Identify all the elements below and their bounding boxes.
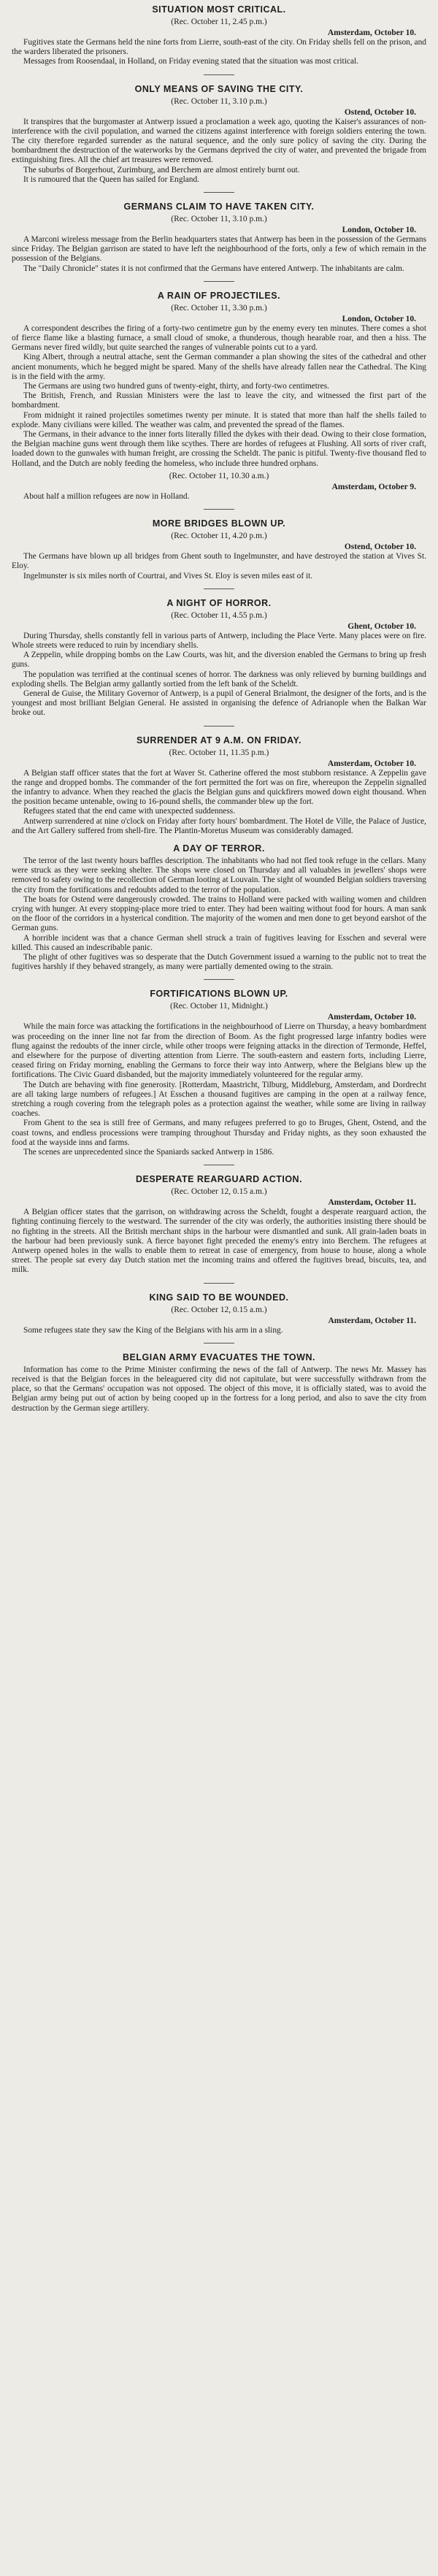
- article-headline: ONLY MEANS OF SAVING THE CITY.: [134, 83, 304, 94]
- article-paragraph: The terror of the last twenty hours baffles description. The inhabitants who had not fled took refuge in the cellars. Many were struck as they were seeking shelter. The shops were closed on Thursday and all valuables in jewellers' shops were removed to safety owing to the recollection of German looting at Louvain. The sight of wounded Belgian soldiers traversing the city from the fortifications and redoubts added to the terror of the population.: [12, 856, 426, 894]
- article-headline: FORTIFICATIONS BLOWN UP.: [150, 989, 288, 1000]
- article-fortifications: [12, 987, 426, 1157]
- article-received-date: (Rec. October 12, 0.15 a.m.): [171, 1305, 267, 1314]
- article-night-of-horror: [12, 597, 426, 718]
- article-received-date: (Rec. October 11, 2.45 p.m.): [171, 18, 267, 26]
- article-headline: DESPERATE REARGUARD ACTION.: [135, 1174, 303, 1185]
- article-paragraph: About half a million refugees are now in Holland.: [23, 491, 190, 501]
- article-headline: BELGIAN ARMY EVACUATES THE TOWN.: [123, 1352, 315, 1362]
- divider-rule: [204, 509, 234, 510]
- article-saving-city: [12, 83, 426, 185]
- article-dateline: Ostend, October 10.: [344, 543, 416, 552]
- article-received-date: (Rec. October 11, 11.35 p.m.): [169, 748, 269, 757]
- article-headline: SITUATION MOST CRITICAL.: [152, 4, 286, 15]
- article-dateline: Amsterdam, October 11.: [328, 1316, 416, 1325]
- article-paragraph: The British, French, and Russian Ministers were the last to leave the city, and witnessed the first part of the bombardment.: [12, 391, 426, 410]
- article-king-wounded: [12, 1291, 426, 1335]
- article-paragraph: From midnight it rained projectiles sometimes twenty per minute. It is stated that more than half the shells failed to explode. Many civilians were killed. The weather was calm, and prevented the spread of the flames.: [12, 410, 426, 429]
- article-paragraph: The Germans are using two hundred guns of twenty-eight, thirty, and forty-two centimetres.: [23, 382, 330, 391]
- article-paragraph: Some refugees state they saw the King of the Belgians with his arm in a sling.: [23, 1325, 283, 1335]
- article-paragraph: A horrible incident was that a chance German shell struck a train of fugitives leaving for Esschen and several were killed. This caused an indescribable panic.: [12, 933, 426, 952]
- article-dateline: London, October 10.: [342, 314, 416, 323]
- article-received-date: (Rec. October 12, 0.15 a.m.): [171, 1187, 267, 1197]
- article-paragraph: Information has come to the Prime Minister confirming the news of the fall of Antwerp. The news Mr. Massey has received is that the Belgian forces in the beleaguered city did not capitulate, but were successfully withdrawn from the place, so that the Germans' occupation was not opposed. The object of this move, it is officially stated, was to avoid the Belgian army being put out of action by being cooped up in the fortress for a long period, and also to save the city from destruction by the German siege artillery.: [12, 1365, 426, 1413]
- article-received-date: (Rec. October 11, 10.30 a.m.): [169, 471, 269, 480]
- article-rearguard-action: [12, 1173, 426, 1275]
- article-headline: MORE BRIDGES BLOWN UP.: [152, 518, 286, 529]
- article-paragraph: The suburbs of Borgerhout, Zurimburg, and Berchem are almost entirely burnt out.: [23, 165, 300, 175]
- article-paragraph: Fugitives state the Germans held the nine forts from Lierre, south-east of the city. On Friday shells fell on the prison, and the warders liberated the prisoners.: [12, 38, 426, 57]
- divider-rule: [204, 281, 234, 282]
- article-paragraph: Antwerp surrendered at nine o'clock on Friday after forty hours' bombardment. The Hotel de Ville, the Palace of Justice, and the Art Gallery suffered from shell-fire. The Plantin-Moretus Museum was considerably damaged.: [12, 816, 426, 835]
- divider-rule: [204, 979, 234, 980]
- article-dateline: Ostend, October 10.: [344, 107, 416, 117]
- article-dateline: Amsterdam, October 10.: [327, 759, 416, 768]
- article-paragraph: The Germans, in their advance to the inner forts literally filled the dykes with their dead. Owing to their close formation, the Belgian machine guns went through them like scythes. There are hordes of refugees at Flushing. All sorts of river craft, loaded down to the gunwales with human freight, are crossing the Scheldt. The panic is pitiful. Twenty-five thousand fled to Holland, and the Dutch are nobly feeding the homeless, who include three hundred orphans.: [12, 430, 426, 468]
- divider-rule: [204, 726, 234, 727]
- article-paragraph: A Belgian officer states that the garrison, on withdrawing across the Scheldt, fought a desperate rearguard action, the fighting continuing fiercely to the westward. The surrender of the city was orderly, the authorities insisting there should be no fighting in the streets. All the British merchant ships in the harbour were dismantled and sunk. All grain-laden boats in the harbour had been previously sunk. A fierce bayonet fight preceded the enemy's entry into Berchem. The refugees at Antwerp opened holes in the walls to enable them to retreat in case of emergency, from house to house, along a whole street. The people sat every day Dutch station met the incoming trains and offered the fugitives bread, biscuits, tea, and milk.: [12, 1208, 426, 1275]
- article-headline: SURRENDER AT 9 A.M. ON FRIDAY.: [137, 735, 301, 745]
- article-paragraph: King Albert, through a neutral attache, sent the German commander a plan showing the sites of the cathedral and other ancient monuments, which he begged might be spared. Many of the shells have already fallen near the Cathedral. The King is in the field with the army.: [12, 353, 426, 381]
- article-paragraph: The plight of other fugitives was so desperate that the Dutch Government issued a warning to the public not to treat the fugitives harshly if they behaved strangely, as many were partially demented owing to the strain.: [12, 952, 426, 972]
- article-paragraph: It transpires that the burgomaster at Antwerp issued a proclamation a week ago, quoting the Kaiser's assurances of non-interference with the civil population, and warned the citizens against interference with foreign soldiers entering the town. The city therefore regarded surrender as the natural sequence, and the only sure policy of saving the city. During the bombardment the destruction of the waterworks by the Germans deprived the city of water, and prevented the brigade from extinguishing fires. All the chief art treasures were removed.: [12, 117, 426, 165]
- article-paragraph: The "Daily Chronicle" states it is not confirmed that the Germans have entered Antwerp. The inhabitants are calm.: [23, 264, 404, 273]
- article-received-date: (Rec. October 11, 3.10 p.m.): [171, 96, 267, 106]
- article-paragraph: During Thursday, shells constantly fell in various parts of Antwerp, including the Place Verte. Many places were on fire. Whole streets were reduced to ruin by incendiary shells.: [12, 631, 426, 650]
- article-headline: GERMANS CLAIM TO HAVE TAKEN CITY.: [123, 202, 315, 212]
- article-dateline: Amsterdam, October 9.: [331, 482, 416, 491]
- article-paragraph: A correspondent describes the firing of a forty-two centimetre gun by the enemy every ten minutes. There comes a shot of fierce flame like a blasting furnace, a small cloud of smoke, a thunderous, though hearable roar, and then a hiss. The Germans never fired wildly, but quite searched the ranges of vulnerable points cut to a yard.: [12, 323, 426, 353]
- article-paragraph: A Marconi wireless message from the Berlin headquarters states that Antwerp has been in the possession of the Germans since Friday. The Belgian garrison are stated to have left the neighbourhood of the forts, only a few of which remain in the possession of the Belgians.: [12, 235, 426, 264]
- article-germans-claim: [12, 200, 426, 274]
- article-dateline: Amsterdam, October 11.: [328, 1198, 416, 1208]
- article-paragraph: A Zeppelin, while dropping bombs on the Law Courts, was hit, and the diversion enabled the Germans to bring up fresh guns.: [12, 651, 426, 670]
- article-dateline: Ghent, October 10.: [347, 621, 416, 631]
- article-received-date: (Rec. October 11, Midnight.): [170, 1002, 268, 1011]
- article-paragraph: The Dutch are behaving with fine generosity. [Rotterdam, Maastricht, Tilburg, Middleburg, Amsterdam, and Dordrecht are all taking large numbers of refugees.] At Esschen a thousand fugitives are camping in the open at a railway fence, stretching a rough covering from the telegraph poles as a protection against the weather, while some are living in railway coaches.: [12, 1080, 426, 1119]
- article-situation-critical: [12, 3, 426, 67]
- divider-rule: [204, 192, 234, 193]
- article-paragraph: Refugees stated that the end came with unexpected suddenness.: [23, 807, 236, 816]
- article-received-date: (Rec. October 11, 3.10 p.m.): [171, 215, 267, 224]
- article-paragraph: The population was terrified at the continual scenes of horror. The darkness was only relieved by burning buildings and exploding shells. The Belgian army gallantly sortied from the left bank of the Scheldt.: [12, 670, 426, 689]
- article-headline: KING SAID TO BE WOUNDED.: [149, 1292, 289, 1303]
- article-army-evacuates: [12, 1351, 426, 1414]
- article-dateline: Amsterdam, October 10.: [327, 28, 416, 37]
- article-surrender: [12, 734, 426, 836]
- article-paragraph: Messages from Roosendaal, in Holland, on Friday evening stated that the situation was most critical.: [23, 57, 359, 66]
- article-paragraph: General de Guise, the Military Governor of Antwerp, is a pupil of General Brialmont, the designer of the forts, and is the youngest and most brilliant Belgian General. He assisted in organising the defence of Adrianople when the Balkan War broke out.: [12, 689, 426, 718]
- article-paragraph: From Ghent to the sea is still free of Germans, and many refugees preferred to go to Bruges, Ghent, Ostend, and the coast towns, and endless processions were tramping throughout Thursday and Friday nights, as they soon exhausted the food at the wayside inns and farms.: [12, 1119, 426, 1147]
- article-bridges-blown-up: [12, 517, 426, 581]
- divider-rule: [204, 1283, 234, 1284]
- article-paragraph: Ingelmunster is six miles north of Courtrai, and Vives St. Eloy is seven miles east of it.: [23, 571, 313, 580]
- article-day-of-terror: [12, 842, 426, 972]
- article-headline: A DAY OF TERROR.: [173, 843, 265, 854]
- article-received-date: (Rec. October 11, 3.30 p.m.): [171, 303, 267, 313]
- article-received-date: (Rec. October 11, 4.20 p.m.): [171, 532, 267, 541]
- article-headline: A NIGHT OF HORROR.: [166, 597, 272, 608]
- article-headline: A RAIN OF PROJECTILES.: [157, 290, 281, 301]
- article-paragraph: The Germans have blown up all bridges from Ghent south to Ingelmunster, and have destroyed the station at Vives St. Eloy.: [12, 552, 426, 571]
- divider-rule: [204, 74, 234, 75]
- article-received-date: (Rec. October 11, 4.55 p.m.): [171, 610, 267, 620]
- article-dateline: London, October 10.: [342, 226, 416, 235]
- article-paragraph: The scenes are unprecedented since the Spaniards sacked Antwerp in 1586.: [23, 1148, 274, 1157]
- article-dateline: Amsterdam, October 10.: [327, 1013, 416, 1022]
- article-paragraph: It is rumoured that the Queen has sailed for England.: [23, 175, 200, 184]
- article-rain-of-projectiles: [12, 289, 426, 502]
- article-paragraph: The boats for Ostend were dangerously crowded. The trains to Holland were packed with wailing women and children crying with hunger. At every stopping-place more tried to enter. They had been waiting without food for hours. A man sank on the floor of the corridors in a hysterical condition. The majority of the women and men done to get beyond earshot of the German guns.: [12, 894, 426, 933]
- article-paragraph: A Belgian staff officer states that the fort at Waver St. Catherine offered the most stubborn resistance. A Zeppelin gave the range and dropped bombs. The commander of the fort permitted the fort was on fire, whereupon the Zeppelin signalled the infantry to advance. When they reached the glacis the Belgian guns and quickfirers mowed down eight thousand. When the position became untenable, owing to 16-pound shells, the commander blew up the fort.: [12, 768, 426, 807]
- article-paragraph: While the main force was attacking the fortifications in the neighbourhood of Lierre on Thursday, a heavy bombardment was proceeding on the inner line not far from the direction of Boom. As the fight progressed large infantry bodies were flung against the redoubts of the inner circle, while other troops were feigning attacks in the direction of Termonde, Heffel, and elsewhere for the purpose of diverting attention from Lierre. The south-eastern and eastern forts, including Lierre, ceased firing on Friday morning, enabling the Germans to force their way into Antwerp, where the Belgians blew up the fortifications. The Civic Guard disbanded, but the majority immediately volunteered for the regular army.: [12, 1022, 426, 1080]
